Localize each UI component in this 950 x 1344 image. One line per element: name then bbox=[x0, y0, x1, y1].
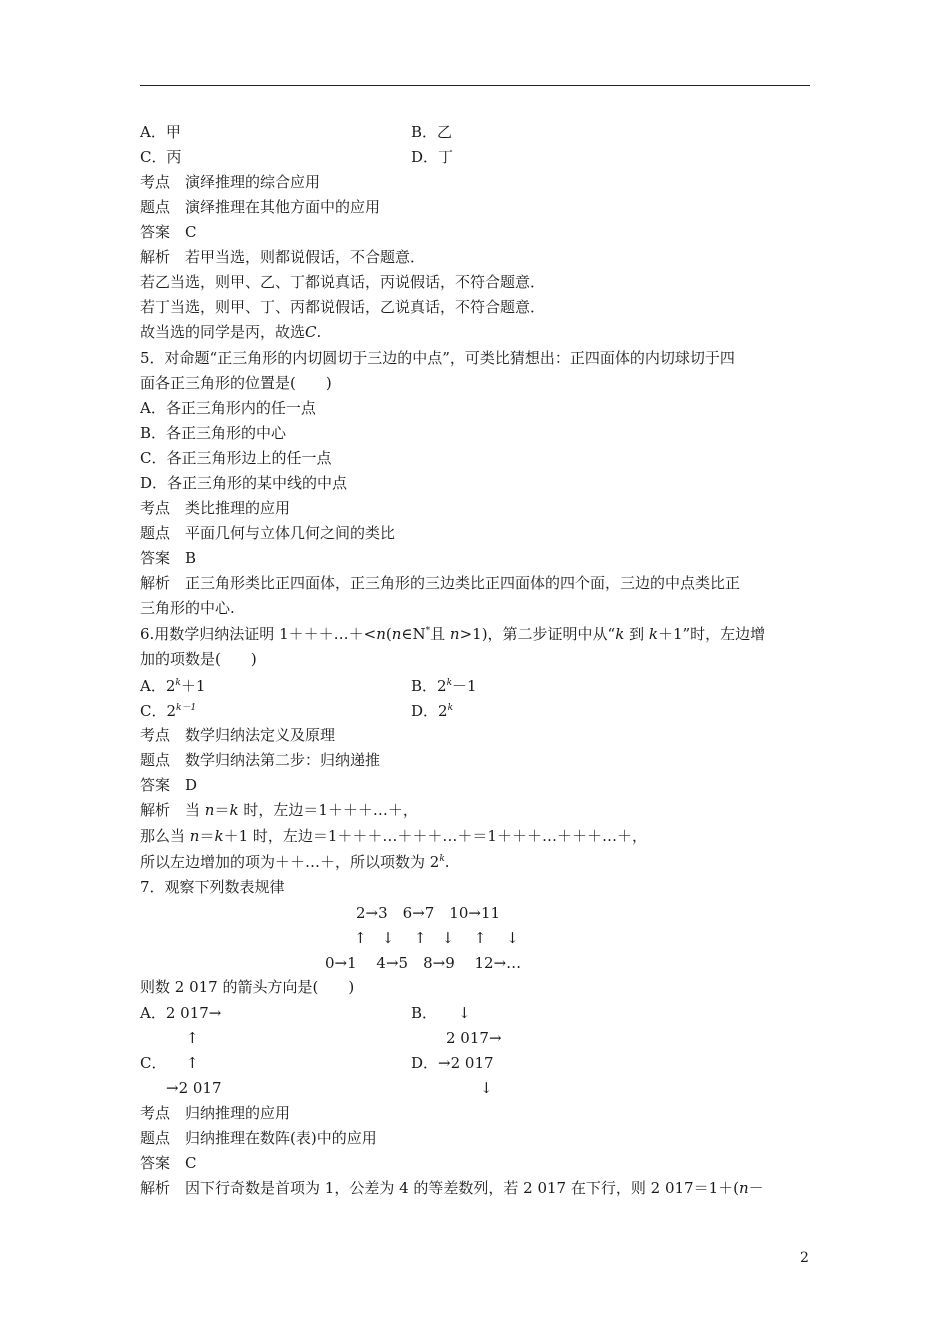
text: 解析 因下行奇数是首项为 1，公差为 4 的等差数列，若 2 017 在下行，则 2 017＝1＋( bbox=[140, 1179, 739, 1197]
var: n bbox=[738, 1179, 749, 1197]
q7-table-row-3: 0→1 4→5 8→9 12→… bbox=[325, 954, 522, 972]
text: 且 bbox=[430, 625, 450, 643]
q4-analysis-2: 若乙当选，则甲、乙、丁都说真话，丙说假话，不符合题意． bbox=[140, 273, 546, 291]
q5-answer: 答案 B bbox=[140, 549, 197, 567]
q6-option-c bbox=[140, 701, 196, 721]
sup: k－1 bbox=[176, 703, 197, 713]
q4-kaodian: 考点 演绎推理的综合应用 bbox=[140, 173, 321, 191]
var: n bbox=[391, 625, 402, 643]
text: 故当选的同学是丙，故选 bbox=[140, 323, 306, 341]
text: － bbox=[748, 1179, 764, 1197]
q7-answer: 答案 C bbox=[140, 1154, 197, 1172]
q6-stem-1 bbox=[140, 624, 765, 644]
header-rule bbox=[140, 85, 810, 86]
q5-option-c: C．各正三角形边上的任一点 bbox=[140, 449, 332, 467]
q5-option-b: B．各正三角形的中心 bbox=[140, 424, 287, 442]
q4-option-d: D．丁 bbox=[411, 148, 454, 166]
text: 6.用数学归纳法证明 1＋＋＋…＋< bbox=[140, 625, 377, 643]
text: ∈N bbox=[401, 625, 426, 643]
down-arrow-icon: ↓ bbox=[480, 1079, 493, 1097]
text: ＝ bbox=[199, 827, 215, 845]
var: k bbox=[214, 827, 224, 845]
q4-analysis-4 bbox=[140, 322, 321, 342]
q4-option-a: A．甲 bbox=[140, 123, 181, 141]
q5-stem-2: 面各正三角形的位置是( ) bbox=[140, 374, 332, 392]
text: ＋1 时，左边＝1＋＋＋…＋＋＋…＋＝1＋＋＋…＋＋＋…＋， bbox=[223, 827, 647, 845]
q5-analysis-2: 三角形的中心. bbox=[140, 599, 235, 617]
q5-tidian: 题点 平面几何与立体几何之间的类比 bbox=[140, 524, 396, 542]
var: C bbox=[305, 323, 317, 341]
q4-tidian: 题点 演绎推理在其他方面中的应用 bbox=[140, 198, 381, 216]
q7-question: 则数 2 017 的箭头方向是( ) bbox=[140, 978, 355, 996]
q4-option-c: C．丙 bbox=[140, 148, 182, 166]
q6-analysis-1 bbox=[140, 800, 418, 820]
q4-analysis-1: 解析 若甲当选，则都说假话，不合题意． bbox=[140, 248, 426, 266]
q4-answer: 答案 C bbox=[140, 223, 197, 241]
q4-option-b: B．乙 bbox=[411, 123, 453, 141]
q7-option-a: A．2 017→ bbox=[140, 1004, 222, 1022]
sup: k bbox=[447, 703, 454, 713]
text: . bbox=[316, 323, 322, 341]
text: －1 bbox=[452, 677, 477, 695]
q7-tidian: 题点 归纳推理在数阵(表)中的应用 bbox=[140, 1129, 377, 1147]
q7-stem: 7．观察下列数表规律 bbox=[140, 878, 285, 896]
q7-option-b-label: B． bbox=[411, 1004, 438, 1022]
text: ＋1 bbox=[180, 677, 206, 695]
q6-analysis-3 bbox=[140, 852, 450, 872]
var: n bbox=[189, 827, 200, 845]
text: . bbox=[444, 853, 450, 871]
text: 到 bbox=[624, 625, 649, 643]
q6-answer: 答案 D bbox=[140, 776, 198, 794]
q6-analysis-2 bbox=[140, 826, 647, 846]
var: n bbox=[376, 625, 386, 643]
var: n bbox=[449, 625, 460, 643]
var: k bbox=[648, 625, 658, 643]
text: C．2 bbox=[140, 702, 177, 720]
q7-table-row-2: ↑ ↓ ↑ ↓ ↑ ↓ bbox=[354, 929, 519, 947]
text: 时，左边＝1＋＋＋…＋， bbox=[238, 801, 418, 819]
q7-option-b-number: 2 017→ bbox=[446, 1029, 502, 1047]
var: n bbox=[204, 801, 215, 819]
q6-tidian: 题点 数学归纳法第二步：归纳递推 bbox=[140, 751, 381, 769]
text: >1)，第二步证明中从“ bbox=[459, 625, 616, 643]
text: 那么当 bbox=[140, 827, 190, 845]
q5-stem-1: 5．对命题“正三角形的内切圆切于三边的中点”，可类比猜想出：正四面体的内切球切于四 bbox=[140, 349, 735, 367]
q6-stem-2: 加的项数是( ) bbox=[140, 650, 257, 668]
text: ＋1”时，左边增 bbox=[657, 625, 766, 643]
q5-kaodian: 考点 类比推理的应用 bbox=[140, 499, 291, 517]
text: A．2 bbox=[140, 677, 176, 695]
q6-option-d bbox=[411, 701, 453, 721]
text: B．2 bbox=[411, 677, 447, 695]
text: 解析 当 bbox=[140, 801, 205, 819]
q7-kaodian: 考点 归纳推理的应用 bbox=[140, 1104, 291, 1122]
q4-analysis-3: 若丁当选，则甲、丁、丙都说假话，乙说真话，不符合题意． bbox=[140, 298, 546, 316]
var: k bbox=[615, 625, 625, 643]
sup: k bbox=[175, 678, 181, 688]
text: D．2 bbox=[411, 702, 448, 720]
text: ＝ bbox=[214, 801, 230, 819]
q5-option-a: A．各正三角形内的任一点 bbox=[140, 399, 316, 417]
q5-analysis-1: 解析 正三角形类比正四面体，正三角形的三边类比正四面体的四个面，三边的中点类比正 bbox=[140, 574, 741, 592]
sup: k bbox=[446, 678, 453, 688]
up-arrow-icon: ↑ bbox=[186, 1054, 199, 1072]
q7-option-c-label: C． bbox=[140, 1054, 167, 1072]
up-arrow-icon: ↑ bbox=[186, 1029, 199, 1047]
sup: k bbox=[439, 854, 445, 864]
text: 所以左边增加的项为＋＋…＋，所以项数为 2 bbox=[140, 853, 440, 871]
q7-option-d: D．→2 017 bbox=[411, 1054, 494, 1072]
q6-option-a bbox=[140, 676, 205, 696]
text: ( bbox=[385, 625, 392, 643]
q5-option-d: D．各正三角形的某中线的中点 bbox=[140, 474, 348, 492]
down-arrow-icon: ↓ bbox=[458, 1004, 471, 1022]
page-number: 2 bbox=[800, 1250, 809, 1266]
q7-table-row-1: 2→3 6→7 10→11 bbox=[356, 904, 501, 922]
q6-kaodian: 考点 数学归纳法定义及原理 bbox=[140, 726, 336, 744]
sup: * bbox=[425, 626, 431, 636]
q7-option-c-number: →2 017 bbox=[166, 1079, 222, 1097]
q6-option-b bbox=[411, 676, 477, 696]
var: k bbox=[229, 801, 239, 819]
q7-analysis-1 bbox=[140, 1178, 764, 1198]
